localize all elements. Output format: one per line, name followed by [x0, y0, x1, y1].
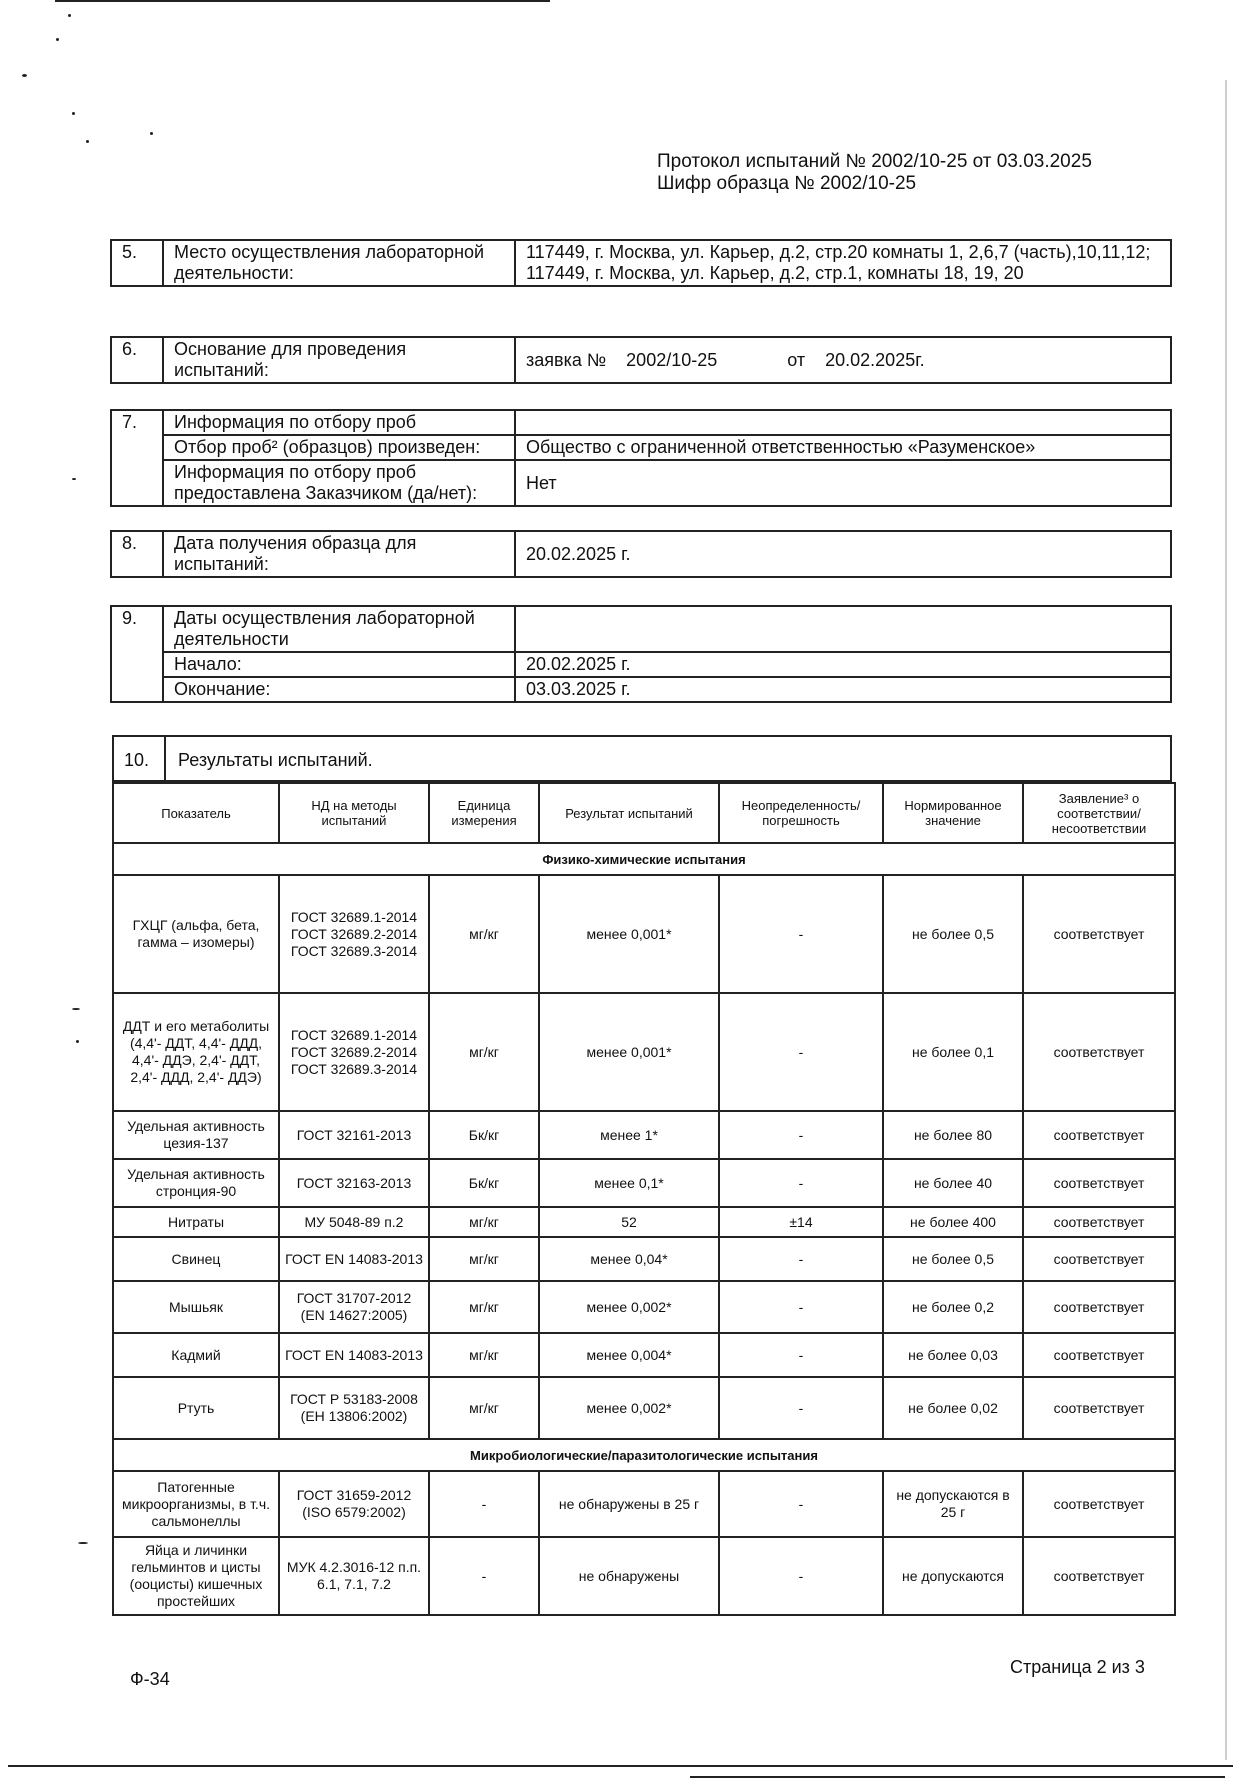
table-cell: - [719, 1281, 883, 1333]
scan-speck [86, 140, 89, 143]
section-6 [110, 336, 1172, 384]
table-cell: - [719, 1333, 883, 1377]
scan-speck [76, 1040, 79, 1043]
table-cell: ГОСТ Р 53183-2008 (ЕН 13806:2002) [279, 1377, 429, 1439]
table-cell: не обнаружены в 25 г [539, 1471, 719, 1537]
table-cell: не более 0,5 [883, 875, 1023, 993]
table-cell: Мышьяк [113, 1281, 279, 1333]
table-cell: не более 0,02 [883, 1377, 1023, 1439]
table-cell: ГОСТ 32689.1-2014 ГОСТ 32689.2-2014 ГОСТ 32689.3-2014 [279, 993, 429, 1111]
section-5 [110, 239, 1172, 287]
section-label: Место осуществления лабораторной деятельности: [163, 240, 515, 286]
section-title: Результаты испытаний. [178, 750, 373, 770]
table-cell: мг/кг [429, 1281, 539, 1333]
table-cell: ГХЦГ (альфа, бета, гамма – изомеры) [113, 875, 279, 993]
table-cell: Нитраты [113, 1207, 279, 1237]
table-cell: не более 0,1 [883, 993, 1023, 1111]
table-cell: мг/кг [429, 1377, 539, 1439]
page-number: Страница 2 из 3 [1010, 1657, 1145, 1677]
section-10-header [112, 735, 1172, 782]
table-row [113, 1207, 1175, 1237]
form-code: Ф-34 [130, 1669, 170, 1689]
section-value: 03.03.2025 г. [515, 677, 1171, 702]
table-cell: ГОСТ 32161-2013 [279, 1111, 429, 1159]
table-cell: Бк/кг [429, 1159, 539, 1207]
table-cell: мг/кг [429, 875, 539, 993]
section-number: 8. [111, 531, 163, 577]
table-cell: не допускаются [883, 1537, 1023, 1615]
section-value: 20.02.2025 г. [515, 531, 1171, 577]
table-cell: соответствует [1023, 1281, 1175, 1333]
table-cell: ГОСТ EN 14083-2013 [279, 1237, 429, 1281]
section-label: Дата получения образца для испытаний: [163, 531, 515, 577]
scan-bottom-line-2 [690, 1776, 1225, 1778]
table-cell: - [719, 875, 883, 993]
table-cell: соответствует [1023, 993, 1175, 1111]
table-row [113, 993, 1175, 1111]
scan-speck [78, 1542, 88, 1544]
section-value: Нет [515, 460, 1171, 506]
table-cell: ГОСТ EN 14083-2013 [279, 1333, 429, 1377]
table-cell: ДДТ и его метаболиты (4,4'- ДДТ, 4,4'- ДДД, 4,4'- ДДЭ, 2,4'- ДДТ, 2,4'- ДДД, 2,4'- ДДЭ) [113, 993, 279, 1111]
table-cell: МУ 5048-89 п.2 [279, 1207, 429, 1237]
table-cell: - [719, 1159, 883, 1207]
table-cell: - [429, 1471, 539, 1537]
scan-speck [72, 112, 75, 115]
table-cell: Бк/кг [429, 1111, 539, 1159]
table-cell: соответствует [1023, 1237, 1175, 1281]
table-row [113, 1281, 1175, 1333]
table-cell: не более 0,03 [883, 1333, 1023, 1377]
table-cell: Удельная активность цезия-137 [113, 1111, 279, 1159]
table-cell: - [719, 1111, 883, 1159]
table-cell: менее 0,002* [539, 1377, 719, 1439]
sample-code: Шифр образца № 2002/10-25 [657, 173, 917, 194]
table-row [113, 1111, 1175, 1159]
column-header: Результат испытаний [539, 783, 719, 843]
section-label: Основание для проведения испытаний: [163, 337, 515, 383]
section-value: заявка № 2002/10-25 от 20.02.2025г. [515, 337, 1171, 383]
section-number: 9. [111, 606, 163, 702]
table-cell: Яйца и личинки гельминтов и цисты (ооцисты) кишечных простейших [113, 1537, 279, 1615]
section-label: Окончание: [163, 677, 515, 702]
column-header: Неопределенность/ погрешность [719, 783, 883, 843]
table-cell: ГОСТ 31659-2012 (ISO 6579:2002) [279, 1471, 429, 1537]
table-cell: - [719, 1237, 883, 1281]
scan-bottom-line [8, 1765, 1233, 1767]
results-body [113, 843, 1175, 1615]
section-value [515, 410, 1171, 435]
table-row [113, 1377, 1175, 1439]
table-cell: не более 0,5 [883, 1237, 1023, 1281]
table-cell: менее 0,04* [539, 1237, 719, 1281]
table-cell: соответствует [1023, 1159, 1175, 1207]
protocol-title: Протокол испытаний № 2002/10-25 от 03.03.2025 [657, 151, 1092, 172]
column-header: Единица измерения [429, 783, 539, 843]
table-cell: - [719, 1471, 883, 1537]
scan-speck [72, 478, 76, 480]
table-cell: соответствует [1023, 1377, 1175, 1439]
table-cell: соответствует [1023, 1207, 1175, 1237]
scan-speck [56, 38, 59, 41]
table-cell: соответствует [1023, 1471, 1175, 1537]
table-header-row [113, 783, 1175, 843]
section-value: 117449, г. Москва, ул. Карьер, д.2, стр.20 комнаты 1, 2,6,7 (часть),10,11,12; 117449, г. Москва, ул. Карьер, д.2, стр.1, комнаты 18, 19, 20 [515, 240, 1171, 286]
table-cell: менее 0,001* [539, 875, 719, 993]
table-cell: Патогенные микроорганизмы, в т.ч. сальмонеллы [113, 1471, 279, 1537]
table-cell: ГОСТ 32689.1-2014 ГОСТ 32689.2-2014 ГОСТ 32689.3-2014 [279, 875, 429, 993]
table-cell: менее 0,002* [539, 1281, 719, 1333]
document-header [657, 151, 1092, 195]
results-table [112, 782, 1176, 1616]
table-row [113, 1537, 1175, 1615]
section-9 [110, 605, 1172, 703]
group-row [113, 843, 1175, 875]
table-cell: не более 40 [883, 1159, 1023, 1207]
table-cell: 52 [539, 1207, 719, 1237]
table-cell: менее 0,001* [539, 993, 719, 1111]
scan-right-edge [1225, 80, 1227, 1760]
scan-speck [72, 1008, 80, 1010]
table-cell: соответствует [1023, 1537, 1175, 1615]
table-cell: не более 400 [883, 1207, 1023, 1237]
section-label: Отбор проб² (образцов) произведен: [163, 435, 515, 460]
table-cell: Удельная активность стронция-90 [113, 1159, 279, 1207]
scan-top-line [55, 0, 550, 2]
column-header: Заявление³ о соответствии/ несоответствии [1023, 783, 1175, 843]
section-value [515, 606, 1171, 652]
scan-speck [22, 74, 27, 77]
table-cell: соответствует [1023, 1333, 1175, 1377]
section-number: 7. [111, 410, 163, 506]
table-cell: - [719, 1537, 883, 1615]
section-label: Информация по отбору проб [163, 410, 515, 435]
table-cell: ГОСТ 32163-2013 [279, 1159, 429, 1207]
table-cell: не более 80 [883, 1111, 1023, 1159]
table-cell: - [429, 1537, 539, 1615]
table-cell: МУК 4.2.3016-12 п.п. 6.1, 7.1, 7.2 [279, 1537, 429, 1615]
section-7 [110, 409, 1172, 507]
group-title: Микробиологические/паразитологические испытания [113, 1439, 1175, 1471]
section-number: 6. [111, 337, 163, 383]
section-label: Начало: [163, 652, 515, 677]
table-cell: - [719, 1377, 883, 1439]
group-title: Физико-химические испытания [113, 843, 1175, 875]
table-row [113, 1159, 1175, 1207]
section-number: 5. [111, 240, 163, 286]
table-cell: мг/кг [429, 993, 539, 1111]
table-cell: соответствует [1023, 875, 1175, 993]
table-cell: Свинец [113, 1237, 279, 1281]
table-cell: не обнаружены [539, 1537, 719, 1615]
group-row [113, 1439, 1175, 1471]
table-cell: менее 0,004* [539, 1333, 719, 1377]
section-number: 10. [114, 737, 166, 780]
section-8 [110, 530, 1172, 578]
table-cell: ГОСТ 31707-2012 (EN 14627:2005) [279, 1281, 429, 1333]
section-value: Общество с ограниченной ответственностью «Разуменское» [515, 435, 1171, 460]
table-cell: не более 0,2 [883, 1281, 1023, 1333]
column-header: Нормированное значение [883, 783, 1023, 843]
section-label: Даты осуществления лабораторной деятельности [163, 606, 515, 652]
table-cell: мг/кг [429, 1237, 539, 1281]
column-header: Показатель [113, 783, 279, 843]
table-cell: менее 0,1* [539, 1159, 719, 1207]
table-cell: Кадмий [113, 1333, 279, 1377]
table-cell: мг/кг [429, 1333, 539, 1377]
table-row [113, 1237, 1175, 1281]
table-cell: мг/кг [429, 1207, 539, 1237]
scan-speck [68, 14, 71, 17]
table-row [113, 875, 1175, 993]
table-cell: не допускаются в 25 г [883, 1471, 1023, 1537]
table-row [113, 1333, 1175, 1377]
table-cell: Ртуть [113, 1377, 279, 1439]
table-row [113, 1471, 1175, 1537]
table-cell: менее 1* [539, 1111, 719, 1159]
scan-speck [150, 132, 153, 135]
table-cell: - [719, 993, 883, 1111]
table-cell: соответствует [1023, 1111, 1175, 1159]
section-value: 20.02.2025 г. [515, 652, 1171, 677]
table-cell: ±14 [719, 1207, 883, 1237]
column-header: НД на методы испытаний [279, 783, 429, 843]
section-label: Информация по отбору проб предоставлена Заказчиком (да/нет): [163, 460, 515, 506]
